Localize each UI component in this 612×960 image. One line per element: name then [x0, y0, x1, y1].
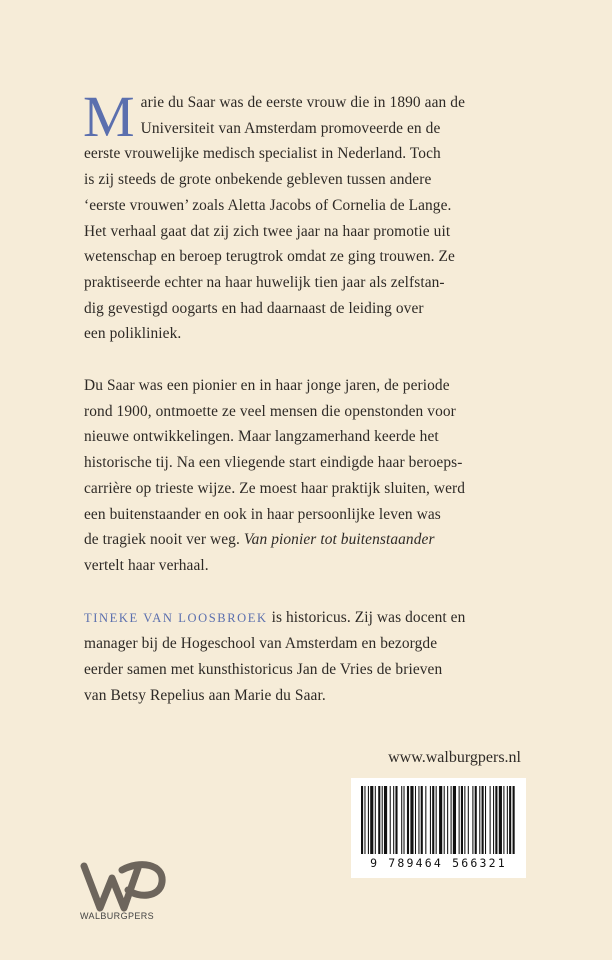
author-bio-line: eerder samen met kunsthistoricus Jan de Vries de brieven: [84, 661, 443, 679]
publisher-url: www.walburgpers.nl: [388, 749, 521, 766]
blurb-line: ‘eerste vrouwen’ zoals Aletta Jacobs of Cornelia de Lange.: [84, 196, 452, 214]
isbn-number: 9 789464 566321: [370, 856, 507, 870]
barcode: [351, 778, 526, 878]
blurb-line: Het verhaal gaat dat zij zich twee jaar na haar promotie uit: [84, 222, 451, 240]
author-bio-line: [84, 605, 534, 632]
blurb-line: Universiteit van Amsterdam promoveerde en de: [140, 119, 441, 137]
blurb-line: historische tij. Na een vliegende start eindigde haar beroeps-: [84, 454, 463, 472]
author-bio-line: van Betsy Repelius aan Marie du Saar.: [84, 686, 326, 704]
author-bio-line: manager bij de Hogeschool van Amsterdam en bezorgde: [84, 635, 438, 653]
blurb-paragraph-2: [84, 373, 534, 579]
blurb-line: dig gevestigd oogarts en had daarnaast de leiding over: [84, 299, 424, 317]
blurb-line: een buitenstaander en ook in haar persoonlijke leven was: [84, 505, 441, 523]
blurb-line: is zij steeds de grote onbekende gebleven tussen andere: [84, 171, 432, 189]
blurb-paragraph-1: [83, 84, 534, 347]
blurb-text-fragment: de tragiek nooit ver weg.: [84, 531, 244, 549]
book-title-italic: Van pionier tot buitenstaander: [243, 531, 435, 549]
blurb-line-with-title: [84, 527, 534, 553]
author-bio-fragment: is historicus. Zij was docent en: [267, 608, 466, 626]
barcode-bars: [361, 786, 516, 854]
blurb-line: arie du Saar was de eerste vrouw die in 1890 aan de: [140, 94, 466, 111]
blurb-text: [83, 84, 534, 708]
blurb-line: rond 1900, ontmoette ze veel mensen die openstonden voor: [84, 402, 456, 420]
blurb-line: vertelt haar verhaal.: [84, 556, 209, 574]
drop-cap: M: [83, 84, 135, 149]
author-bio: [84, 605, 534, 709]
blurb-line: nieuwe ontwikkelingen. Maar langzamerhand keerde het: [84, 428, 439, 446]
blurb-line: wetenschap en beroep terugtrok omdat ze ging trouwen. Ze: [84, 248, 455, 266]
author-name: TINEKE VAN LOOSBROEK: [84, 610, 268, 625]
blurb-line: praktiseerde echter na haar huwelijk tien jaar als zelfstan-: [84, 273, 445, 291]
blurb-line: carrière op trieste wijze. Ze moest haar praktijk sluiten, werd: [84, 479, 466, 497]
publisher-logo-text: WALBURGPERS: [80, 911, 155, 921]
blurb-line: eerste vrouwelijke medisch specialist in Nederland. Toch: [84, 145, 441, 163]
blurb-line: een polikliniek.: [84, 325, 182, 343]
blurb-line: Du Saar was een pionier en in haar jonge jaren, de periode: [84, 377, 450, 395]
